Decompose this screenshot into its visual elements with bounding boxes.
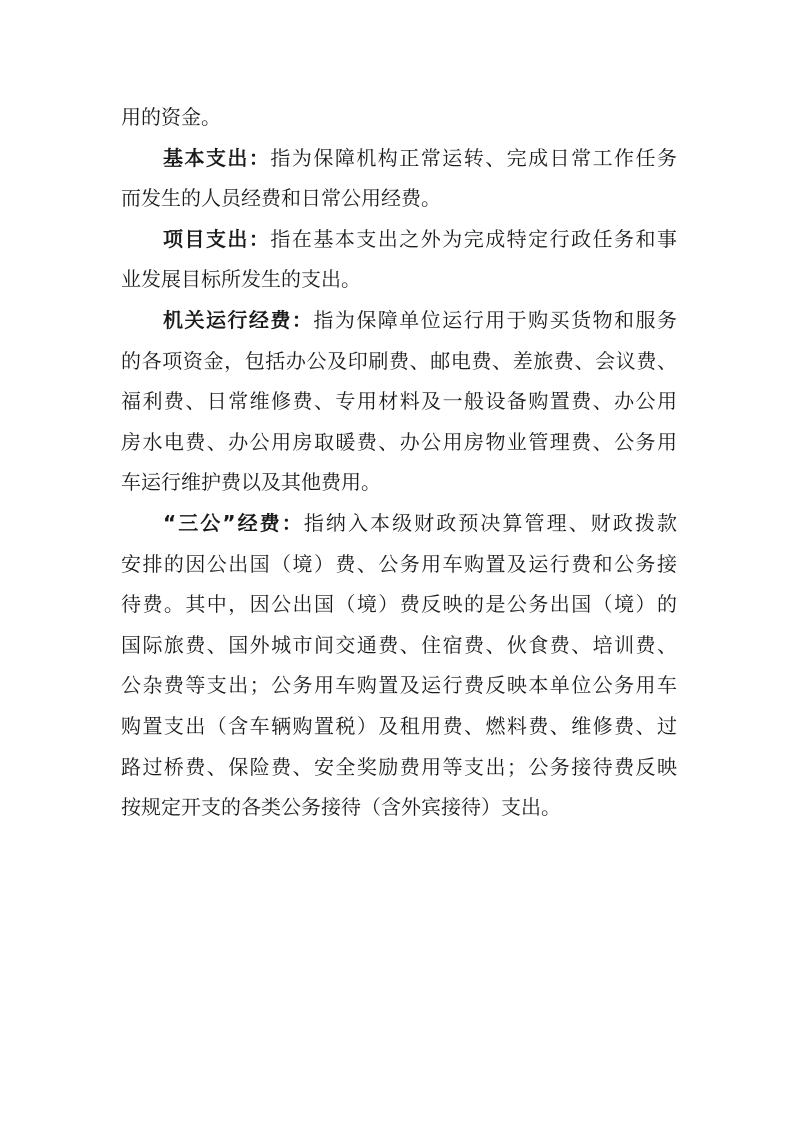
paragraph-text: 购置支出（含车辆购置税）及租用费、燃料费、维修费、过: [121, 713, 677, 738]
term-three-public-funds: “三公”经费：: [163, 510, 304, 535]
paragraph-text: 按规定开支的各类公务接待（含外宾接待）支出。: [121, 795, 561, 820]
paragraph-line: [121, 706, 677, 747]
paragraph-text: 房水电费、办公用房取暖费、办公用房物业管理费、公务用: [121, 429, 677, 454]
paragraph-text: 指为保障机构正常运转、完成日常工作任务: [270, 145, 678, 170]
paragraph-line: [121, 503, 677, 544]
paragraph-line: [121, 178, 677, 219]
paragraph-text: 待费。其中，因公出国（境）费反映的是公务出国（境）的: [121, 592, 677, 617]
paragraph-text: 用的资金。: [121, 105, 221, 129]
paragraph-line: [121, 219, 677, 260]
paragraph-text: 指在基本支出之外为完成特定行政任务和事: [270, 226, 678, 251]
paragraph-line: [121, 665, 677, 706]
paragraph-line: [121, 259, 677, 300]
paragraph-line: [121, 584, 677, 625]
term-project-expenditure: 项目支出：: [163, 226, 271, 251]
paragraph-text: 指纳入本级财政预决算管理、财政拨款: [303, 510, 677, 535]
paragraph-line: [121, 625, 677, 666]
paragraph-text: 业发展目标所发生的支出。: [121, 267, 361, 292]
paragraph-text: 路过桥费、保险费、安全奖励费用等支出；公务接待费反映: [121, 754, 677, 779]
paragraph-text: 车运行维护费以及其他费用。: [121, 470, 381, 495]
paragraph-line: [121, 422, 677, 463]
paragraph-text: 公杂费等支出；公务用车购置及运行费反映本单位公务用车: [121, 673, 677, 698]
paragraph-text: 的各项资金，包括办公及印刷费、邮电费、差旅费、会议费、: [121, 348, 677, 373]
paragraph-text: 安排的因公出国（境）费、公务用车购置及运行费和公务接: [121, 551, 677, 576]
paragraph-line: [121, 462, 677, 503]
paragraph-text: 福利费、日常维修费、专用材料及一般设备购置费、办公用: [121, 389, 677, 414]
paragraph-line: [121, 341, 677, 382]
term-basic-expenditure: 基本支出：: [163, 145, 271, 170]
document-body: [121, 97, 677, 828]
paragraph-text: 而发生的人员经费和日常公用经费。: [121, 186, 441, 211]
paragraph-line: [121, 300, 677, 341]
paragraph-text: 指为保障单位运行用于购买货物和服务: [313, 307, 678, 332]
term-operating-funds: 机关运行经费：: [163, 307, 314, 332]
paragraph-line: [121, 544, 677, 585]
paragraph-text: 国际旅费、国外城市间交通费、住宿费、伙食费、培训费、: [121, 632, 677, 657]
paragraph-line: [121, 138, 677, 179]
paragraph-line: [121, 747, 677, 788]
paragraph-line: [121, 381, 677, 422]
paragraph-line: [121, 97, 677, 138]
paragraph-line: [121, 787, 677, 828]
